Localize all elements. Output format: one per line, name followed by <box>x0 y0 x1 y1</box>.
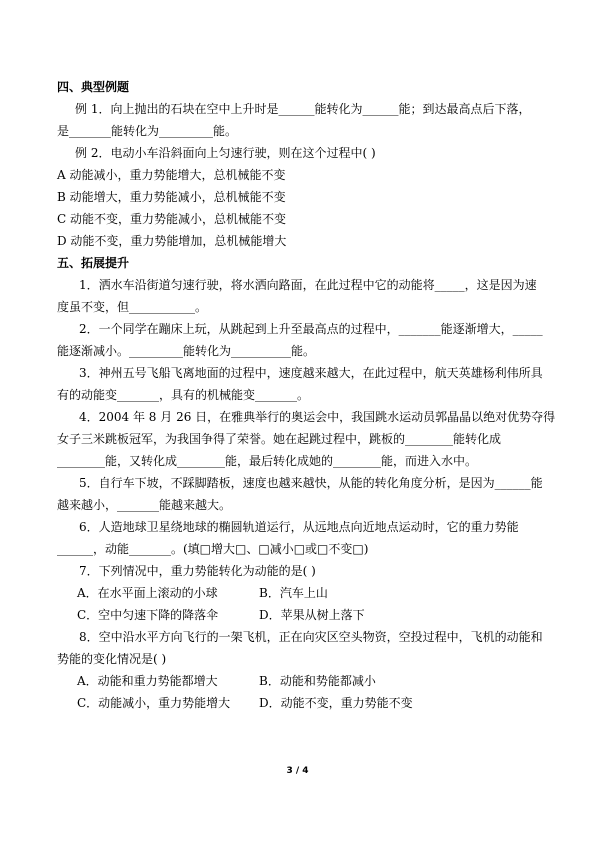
question-8-line-2: 势能的变化情况是( ) <box>57 652 167 666</box>
example-2-option-c: C 动能不变，重力势能减小，总机械能不变 <box>57 212 286 226</box>
question-8-option-a: A．动能和重力势能都增大 <box>77 674 218 688</box>
question-4-line-1: 4．2004 年 8 月 26 日，在雅典举行的奥运会中，我国跳水运动员郭晶晶以绝对优势夺得 <box>79 410 556 424</box>
example-1-line-1: 例 1．向上抛出的石块在空中上升时是______能转化为______能；到达最高点后下落， <box>75 102 531 116</box>
question-7-stem: 7．下列情况中，重力势能转化为动能的是( ) <box>79 564 316 578</box>
question-5-line-1: 5．自行车下坡，不踩脚踏板，速度也越来越快，从能的转化角度分析，是因为______能 <box>79 476 543 490</box>
question-6-line-2: ______，动能_______。(填□增大□、□减小□或□不变□) <box>57 542 369 556</box>
question-2-line-2: 能逐渐减小。_________能转化为__________能。 <box>57 344 316 358</box>
example-1-line-2: 是_______能转化为_________能。 <box>57 124 238 138</box>
question-7-option-d: D．苹果从树上落下 <box>259 608 365 622</box>
question-7-options-row-1 <box>57 582 547 604</box>
question-7-option-a: A．在水平面上滚动的小球 <box>77 586 218 600</box>
question-3-line-1: 3．神州五号飞船飞离地面的过程中，速度越来越大，在此过程中，航天英雄杨利伟所具 <box>79 366 543 380</box>
question-2-line-1: 2．一个同学在蹦床上玩，从跳起到上升至最高点的过程中，_______能逐渐增大，_____ <box>79 322 543 336</box>
example-2-stem: 例 2．电动小车沿斜面向上匀速行驶，则在这个过程中( ) <box>75 146 376 160</box>
question-5-line-2: 越来越小，_______能越来越大。 <box>57 498 232 512</box>
example-2-option-a: A 动能减小，重力势能增大，总机械能不变 <box>57 168 286 182</box>
question-1-line-1: 1．洒水车沿街道匀速行驶，将水洒向路面，在此过程中它的动能将_____，这是因为速 <box>79 278 537 292</box>
question-3-line-2: 有的动能变_______，具有的机械能变_______。 <box>57 388 310 402</box>
section-5-title: 五、拓展提升 <box>57 256 130 270</box>
question-6-line-1: 6．人造地球卫星绕地球的椭圆轨道运行，从远地点向近地点运动时，它的重力势能 <box>79 520 519 534</box>
page-number: 3 / 4 <box>286 766 309 776</box>
question-7-option-c: C．空中匀速下降的降落伞 <box>77 608 219 622</box>
question-4-line-3: ________能，又转化成________能，最后转化成她的________能，而进入水中。 <box>57 454 478 468</box>
section-4-title: 四、典型例题 <box>57 80 130 94</box>
question-4-line-2: 女子三米跳板冠军，为我国争得了荣誉。她在起跳过程中，跳板的________能转化成 <box>57 432 502 446</box>
question-8-options-row-2 <box>57 692 547 714</box>
example-2-option-d: D 动能不变，重力势能增加，总机械能增大 <box>57 234 287 248</box>
question-8-option-b: B．动能和势能都减小 <box>259 674 376 688</box>
question-8-line-1: 8．空中沿水平方向飞行的一架飞机，正在向灾区空头物资，空投过程中，飞机的动能和 <box>79 630 543 644</box>
question-1-line-2: 度虽不变，但___________。 <box>57 300 208 314</box>
question-8-option-c: C．动能减小，重力势能增大 <box>77 696 231 710</box>
example-2-option-b: B 动能增大，重力势能减小，总机械能不变 <box>57 190 286 204</box>
page-content <box>57 76 556 714</box>
question-7-options-row-2 <box>57 604 547 626</box>
question-8-options-row-1 <box>57 670 547 692</box>
question-7-option-b: B．汽车上山 <box>259 586 328 600</box>
question-8-option-d: D．动能不变，重力势能不变 <box>259 696 413 710</box>
